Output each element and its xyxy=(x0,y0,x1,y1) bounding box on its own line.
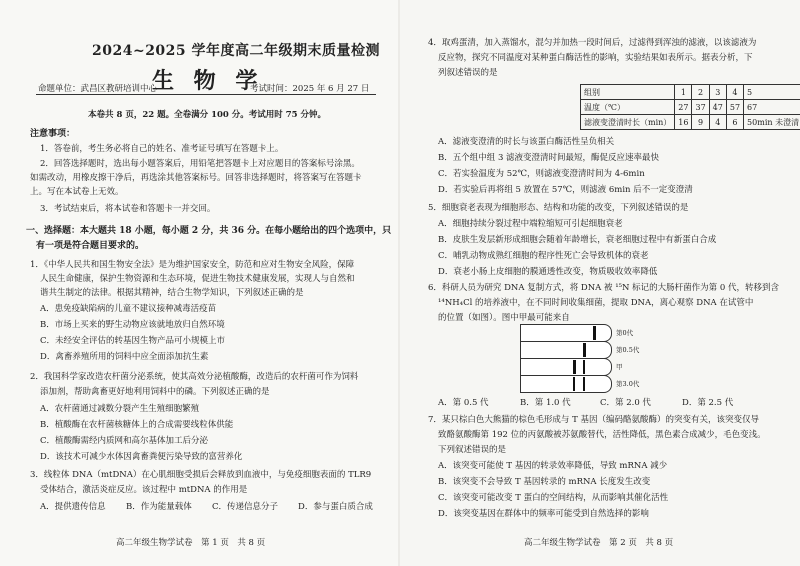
q1-option-c: C．未经安全评估的转基因生物产品可小规模上市 xyxy=(40,336,226,346)
q6-stem: 6．科研人员为研究 DNA 复制方式，将 DNA 被 ¹⁵N 标记的大肠杆菌作为第 0 代，转移到含 xyxy=(428,283,779,293)
q6-option-a: A．第 0.5 代 xyxy=(438,398,489,408)
q7-option-b: B．该突变不会导致 T 基因转录的 mRNA 长度发生改变 xyxy=(438,477,651,487)
q4-option-d: D．若实验后再将组 5 放置在 57℃，则滤液 6min 后不一定变澄清 xyxy=(438,185,693,195)
q6-option-d: D．第 2.5 代 xyxy=(682,398,734,408)
q4-option-a: A．滤液变澄清的时长与该蛋白酶活性呈负相关 xyxy=(438,137,615,147)
q4-stem-2: 反应物，探究不同温度对某种蛋白酶活性的影响，实验结果如表所示。据表分析，下 xyxy=(438,53,753,63)
q7-stem-3: 下列叙述错误的是 xyxy=(438,445,507,455)
table-cell: 47 xyxy=(709,100,726,115)
q7-option-d: D．该突变基因在群体中的频率可能受到自然选择的影响 xyxy=(438,509,649,519)
tube-label: 第3.0代 xyxy=(616,380,640,388)
table-row xyxy=(581,115,800,130)
dna-band xyxy=(573,377,575,391)
notice-2-cont: 如需改动，用橡皮擦干净后，再选涂其他答案标号。回答非选择题时，将答案写在答题卡 xyxy=(30,173,362,183)
q5-stem: 5．细胞衰老表现为细胞形态、结构和功能的改变，下列叙述错误的是 xyxy=(428,203,689,213)
dna-band xyxy=(573,360,576,374)
tube-gen-0-5 xyxy=(520,341,612,359)
q2-option-c: C．植酸酶需经内质网和高尔基体加工后分泌 xyxy=(40,436,209,446)
table-cell: 37 xyxy=(692,100,709,115)
q4-stem-3: 列叙述错误的是 xyxy=(438,68,498,78)
table-cell: 3 xyxy=(709,85,726,100)
page-footer-1: 高二年级生物学试卷 第 1 页 共 8 页 xyxy=(116,538,266,548)
notice-1: 1．答卷前，考生务必将自己的姓名、准考证号填写在答题卡上。 xyxy=(40,144,284,154)
issuer: 命题单位：武昌区教研培训中心 xyxy=(38,84,158,94)
table-cell: 57 xyxy=(726,100,743,115)
exam-page-2 xyxy=(400,0,800,566)
table-row xyxy=(581,100,800,115)
q2-option-b: B．植酸酶在农杆菌核糖体上的合成需要线粒体供能 xyxy=(40,420,234,430)
q4-stem: 4．取鸡蛋清，加入蒸馏水，混匀并加热一段时间后，过滤得到浑浊的滤液，以该滤液为 xyxy=(428,38,757,48)
q5-option-c: C．哺乳动物成熟红细胞的程序性死亡会导致机体的衰老 xyxy=(438,251,649,261)
q3-stem-2: 受体结合，激活炎症反应。该过程中 mtDNA 的作用是 xyxy=(40,485,248,495)
q3-option-b: B．作为能量载体 xyxy=(126,502,192,512)
exam-title: 2024~2025 学年度高二年级期末质量检测 xyxy=(92,43,381,59)
dna-band xyxy=(593,326,596,340)
tube-jia xyxy=(520,358,612,376)
q3-option-d: D．参与蛋白质合成 xyxy=(298,502,373,512)
exam-summary: 本卷共 8 页，22 题。全卷满分 100 分。考试用时 75 分钟。 xyxy=(88,110,327,120)
q2-option-a: A．农杆菌通过减数分裂产生生殖细胞繁殖 xyxy=(40,404,200,414)
exam-page-1 xyxy=(0,0,398,566)
q6-option-c: C．第 2.0 代 xyxy=(600,398,651,408)
q6-stem-2: ¹⁴NH₄Cl 的培养液中，在不同时间收集细菌，提取 DNA，离心观察 DNA 在试管中 xyxy=(438,298,754,308)
q1-stem: 1．《中华人民共和国生物安全法》是为维护国家安全，防范和应对生物安全风险，保障 xyxy=(30,260,355,270)
table-row xyxy=(581,85,800,100)
table-cell: 1 xyxy=(675,85,692,100)
table-cell: 16 xyxy=(675,115,692,130)
tube-label: 第0代 xyxy=(616,329,634,337)
q1-stem-3: 谐共生制定的法律。根据其精神，结合生物学知识，下列叙述正确的是 xyxy=(40,288,304,298)
q4-option-c: C．若实验温度为 52℃，则滤液变澄清时间为 4-6min xyxy=(438,169,645,179)
dna-band xyxy=(583,377,585,391)
q2-stem-2: 添加剂，帮助禽畜更好地利用饲料中的磷。下列叙述正确的是 xyxy=(40,387,270,397)
section1-heading: 一、选择题：本大题共 18 小题，每小题 2 分，共 36 分。在每小题给出的四个选项中，只 xyxy=(26,226,392,236)
page-footer-2: 高二年级生物学试卷 第 2 页 共 8 页 xyxy=(524,538,674,548)
table-cell: 2 xyxy=(692,85,709,100)
q7-stem: 7．某只棕白色大熊猫的棕色毛形成与 T 基因（编码酪氨酸酶）的突变有关，该突变仅导 xyxy=(428,415,759,425)
table-cell: 4 xyxy=(709,115,726,130)
q5-option-b: B．皮肤生发层新形成细胞会随着年龄增长，衰老细胞过程中有新蛋白合成 xyxy=(438,235,717,245)
tube-label: 甲 xyxy=(616,363,623,371)
table-cell: 67 xyxy=(744,100,800,115)
q2-option-d: D．该技术可减少水体因禽畜粪便污染导致的富营养化 xyxy=(40,452,243,462)
q2-stem: 2．我国科学家改造农杆菌分泌系统，使其高效分泌植酸酶，改造后的农杆菌可作为饲料 xyxy=(30,372,359,382)
q7-option-c: C．该突变可能改变 T 蛋白的空间结构，从而影响其催化活性 xyxy=(438,493,669,503)
row-label-temperature: 温度（℃） xyxy=(581,100,675,115)
q5-option-a: A．细胞持续分裂过程中端粒缩短可引起细胞衰老 xyxy=(438,219,623,229)
q1-option-a: A．患免疫缺陷病的儿童不建议接种减毒活疫苗 xyxy=(40,304,217,314)
row-label-duration: 滤液变澄清时长（min） xyxy=(581,115,675,130)
q5-option-d: D．衰老小肠上皮细胞的膜通透性改变，物质吸收效率降低 xyxy=(438,267,658,277)
q1-stem-2: 人民生命健康，保护生物资源和生态环境，促进生物技术健康发展，实现人与自然和 xyxy=(40,274,355,284)
table-cell: 9 xyxy=(692,115,709,130)
tube-gen-0 xyxy=(520,324,612,342)
tube-gen-3 xyxy=(520,375,612,393)
q3-stem: 3．线粒体 DNA（mtDNA）在心肌细胞受损后会释放到血液中，与免疫细胞表面的 TLR9 xyxy=(30,470,372,480)
section1-heading-cont: 有一项是符合题目要求的。 xyxy=(36,241,145,251)
q6-option-b: B．第 1.0 代 xyxy=(520,398,571,408)
dna-band xyxy=(583,343,586,357)
table-cell: 27 xyxy=(675,100,692,115)
table-cell: 50min 未澄清 xyxy=(744,115,800,130)
row-label-group: 组别 xyxy=(581,85,675,100)
q4-option-b: B．五个组中组 3 滤液变澄清时间最短，酶促反应速率最快 xyxy=(438,153,660,163)
q1-option-b: B．市场上买来的野生动物应该就地放归自然环境 xyxy=(40,320,225,330)
q7-option-a: A．该突变可能使 T 基因的转录效率降低，导致 mRNA 减少 xyxy=(438,461,668,471)
notice-3: 3．考试结束后，将本试卷和答题卡一并交回。 xyxy=(40,204,216,214)
q1-option-d: D．禽畜养殖所用的饲料中应全面添加抗生素 xyxy=(40,352,209,362)
notice-2-end: 上。写在本试卷上无效。 xyxy=(30,187,124,197)
notice-2: 2．回答选择题时，选出每小题答案后，用铅笔把答题卡上对应题目的答案标号涂黑。 xyxy=(40,159,360,169)
table-cell: 5 xyxy=(744,85,800,100)
q6-stem-3: 的位置（如图）。图中甲最可能来自 xyxy=(438,313,570,323)
q3-option-c: C．传递信息分子 xyxy=(212,502,279,512)
exam-subject: 生 物 学 xyxy=(152,68,264,94)
dna-band xyxy=(583,360,585,374)
exam-time: 考试时间：2025 年 6 月 27 日 xyxy=(250,84,370,94)
notice-title: 注意事项： xyxy=(30,129,76,139)
q3-option-a: A．提供遗传信息 xyxy=(40,502,106,512)
centrifuge-diagram xyxy=(520,324,680,392)
q7-stem-2: 致酪氨酸酶第 192 位的丙氨酸被苏氨酸替代，活性降低，黑色素合成减少，毛色变浅。 xyxy=(438,430,766,440)
q4-data-table xyxy=(580,84,800,130)
tube-label: 第0.5代 xyxy=(616,346,640,354)
table-cell: 4 xyxy=(726,85,743,100)
table-cell: 6 xyxy=(726,115,743,130)
